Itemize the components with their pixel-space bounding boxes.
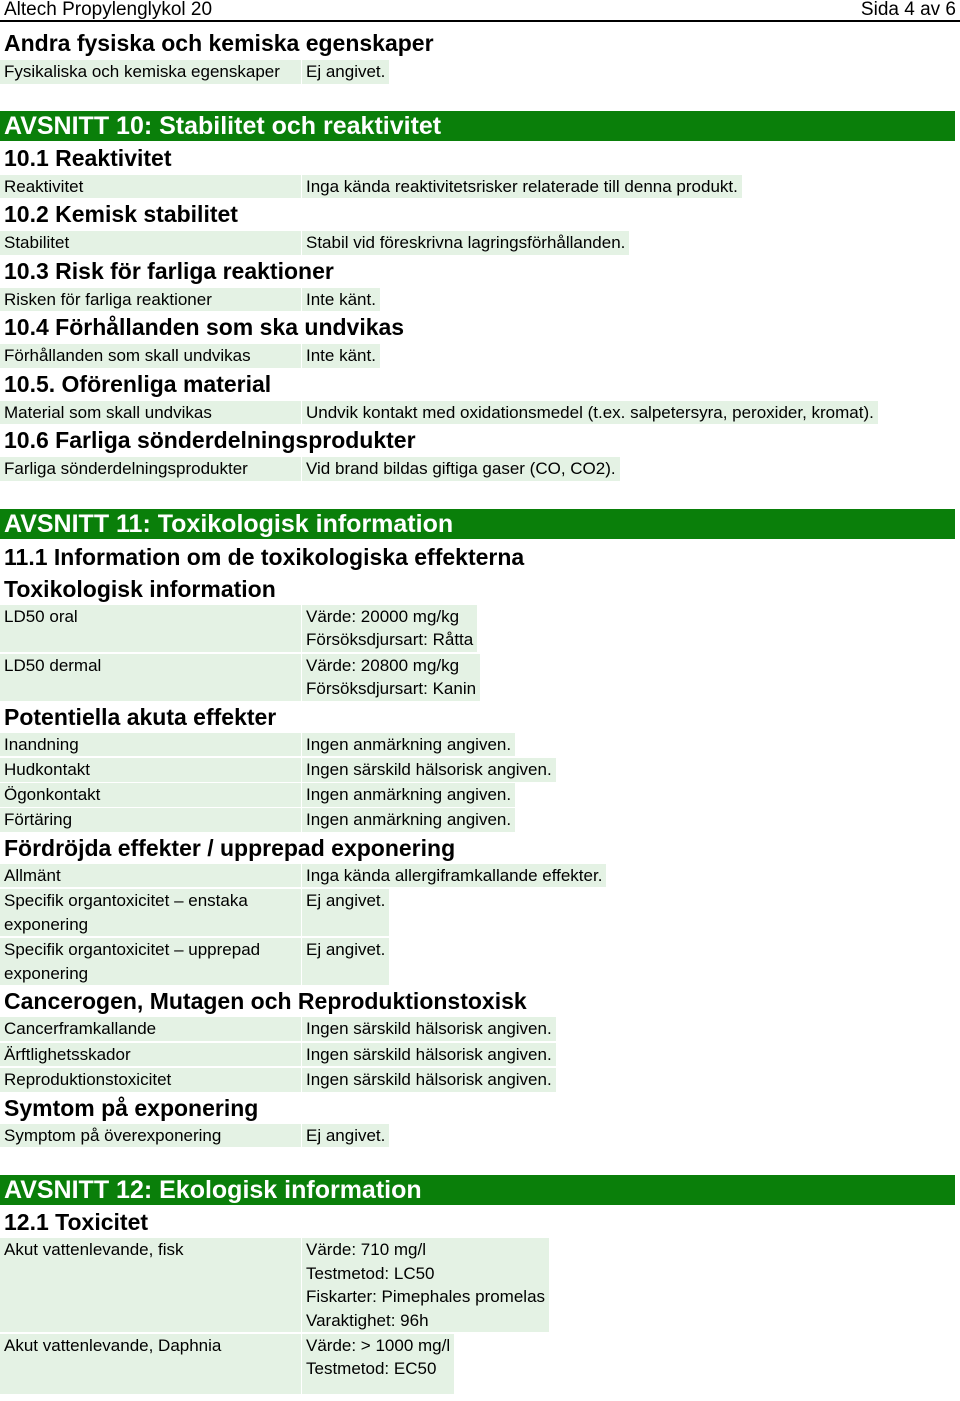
value-line: Ingen anmärkning angiven.: [306, 734, 512, 754]
value-line: Ej angivet.: [306, 940, 386, 959]
data-row: [0, 889, 960, 936]
row-value: [302, 457, 620, 481]
section-bar: AVSNITT 10: Stabilitet och reaktivitet: [0, 111, 955, 141]
value-line: Inte känt.: [306, 289, 376, 309]
value-line: Ingen anmärkning angiven.: [306, 785, 512, 804]
row-label: Ärftlighetsskador: [0, 1043, 301, 1067]
data-row: [0, 1068, 960, 1092]
subsection-heading: 10.4 Förhållanden som ska undvikas: [4, 314, 405, 340]
value-line: Inga kända allergiframkallande effekter.: [306, 865, 603, 885]
row-label: Allmänt: [0, 864, 301, 888]
value-line: Ingen särskild hälsorisk angiven.: [306, 1070, 552, 1089]
row-value: [302, 1124, 389, 1148]
row-value: [302, 1068, 556, 1092]
value-line: Värde: 710 mg/l: [306, 1240, 427, 1259]
data-row: [0, 938, 960, 985]
row-label: Farliga sönderdelningsprodukter: [0, 457, 301, 481]
row-value: [302, 733, 515, 757]
value-line: Testmetod: EC50: [306, 1359, 437, 1378]
row-value: [302, 344, 380, 368]
group-heading: Symtom på exponering: [4, 1094, 259, 1121]
data-row: [0, 783, 960, 807]
value-line: Värde: 20800 mg/kg: [306, 655, 460, 675]
value-line: Fiskarter: Pimephales promelas: [306, 1287, 546, 1306]
value-line: Värde: > 1000 mg/l: [306, 1335, 451, 1355]
row-label: Förtäring: [0, 808, 301, 832]
row-label: LD50 oral: [0, 605, 301, 652]
row-value: [302, 288, 380, 312]
row-value: [302, 808, 515, 832]
group-heading: Fördröjda effekter / upprepad exponering: [4, 834, 456, 861]
data-row: [0, 1124, 960, 1148]
group-heading: Potentiella akuta effekter: [4, 703, 277, 730]
data-row: [0, 401, 960, 425]
row-value: [302, 1043, 556, 1067]
section-bar: AVSNITT 11: Toxikologisk information: [0, 509, 955, 539]
value-line: Testmetod: LC50: [306, 1263, 435, 1283]
data-row: [0, 1238, 960, 1332]
subsection-heading: 12.1 Toxicitet: [4, 1209, 149, 1235]
value-line: Vid brand bildas giftiga gaser (CO, CO2).: [306, 459, 616, 478]
data-row: [0, 231, 960, 255]
row-label: Material som skall undvikas: [0, 401, 301, 425]
row-value: [302, 654, 480, 701]
row-value: [302, 1238, 549, 1332]
value-line: Stabil vid föreskrivna lagringsförhållanden.: [306, 233, 626, 252]
data-row: [0, 654, 960, 701]
row-label: Fysikaliska och kemiska egenskaper: [0, 60, 301, 84]
data-row: [0, 344, 960, 368]
subsection-heading: 10.1 Reaktivitet: [4, 144, 172, 171]
row-value: [302, 1017, 556, 1041]
value-line: Ingen särskild hälsorisk angiven.: [306, 1044, 552, 1064]
row-label: Akut vattenlevande, fisk: [0, 1238, 301, 1332]
row-label: Akut vattenlevande, Daphnia: [0, 1334, 301, 1394]
value-line: Ej angivet.: [306, 62, 386, 81]
value-line: Försöksdjursart: Kanin: [306, 679, 477, 698]
value-line: Ej angivet.: [306, 891, 386, 910]
subsection-heading: 10.6 Farliga sönderdelningsprodukter: [4, 427, 416, 453]
row-label: Reaktivitet: [0, 175, 301, 199]
row-label: Förhållanden som skall undvikas: [0, 344, 301, 368]
row-value: [302, 401, 878, 425]
row-label: Stabilitet: [0, 231, 301, 255]
value-line: Ingen särskild hälsorisk angiven.: [306, 760, 552, 779]
data-row: [0, 605, 960, 652]
value-line: Ingen särskild hälsorisk angiven.: [306, 1019, 552, 1038]
value-line: Värde: 20000 mg/kg: [306, 606, 460, 626]
row-label: Reproduktionstoxicitet: [0, 1068, 301, 1092]
data-row: [0, 864, 960, 888]
data-row: [0, 758, 960, 782]
row-value: [302, 938, 389, 985]
row-value: [302, 864, 606, 888]
row-label: Symptom på överexponering: [0, 1124, 301, 1148]
subsection-heading: 10.3 Risk för farliga reaktioner: [4, 257, 334, 284]
value-line: Ingen anmärkning angiven.: [306, 810, 512, 829]
row-value: [302, 783, 515, 807]
row-value: [302, 60, 389, 84]
value-line: Inte känt.: [306, 346, 376, 365]
row-label: Specifik organtoxicitet – enstaka exponering: [0, 889, 301, 936]
data-row: [0, 1043, 960, 1067]
data-row: [0, 808, 960, 832]
group-heading: Cancerogen, Mutagen och Reproduktionstoxisk: [4, 988, 527, 1014]
data-row: [0, 1334, 960, 1394]
subsection-heading: 10.5. Oförenliga material: [4, 370, 272, 397]
row-value: [302, 175, 742, 199]
row-label: Specifik organtoxicitet – upprepad exponering: [0, 938, 301, 985]
row-value: [302, 758, 556, 782]
row-value: [302, 605, 477, 652]
data-row: [0, 175, 960, 199]
data-row: [0, 288, 960, 312]
row-value: [302, 231, 629, 255]
row-label: LD50 dermal: [0, 654, 301, 701]
page-header: [0, 0, 960, 22]
page-number: Sida 4 av 6: [860, 0, 956, 20]
value-line: Försöksdjursart: Råtta: [306, 630, 474, 649]
data-row: [0, 1017, 960, 1041]
subsection-heading: 11.1 Information om de toxikologiska effekterna: [4, 543, 525, 570]
value-line: Inga kända reaktivitetsrisker relaterade till denna produkt.: [306, 176, 738, 196]
row-label: Ögonkontakt: [0, 783, 301, 807]
row-label: Inandning: [0, 733, 301, 757]
document-title: Altech Propylenglykol 20: [4, 0, 213, 20]
row-label: Risken för farliga reaktioner: [0, 288, 301, 312]
row-value: [302, 1334, 454, 1394]
value-line: Undvik kontakt med oxidationsmedel (t.ex. salpetersyra, peroxider, kromat).: [306, 402, 874, 422]
data-row: [0, 733, 960, 757]
subsection-heading: 10.2 Kemisk stabilitet: [4, 201, 238, 227]
section-bar: AVSNITT 12: Ekologisk information: [0, 1175, 955, 1205]
section-heading: Andra fysiska och kemiska egenskaper: [4, 30, 434, 56]
data-row: [0, 457, 960, 481]
data-row: [0, 60, 960, 84]
group-heading: Toxikologisk information: [4, 575, 276, 602]
row-label: Cancerframkallande: [0, 1017, 301, 1041]
value-line: Ej angivet.: [306, 1125, 386, 1145]
row-value: [302, 889, 389, 936]
row-label: Hudkontakt: [0, 758, 301, 782]
value-line: Varaktighet: 96h: [306, 1310, 429, 1330]
